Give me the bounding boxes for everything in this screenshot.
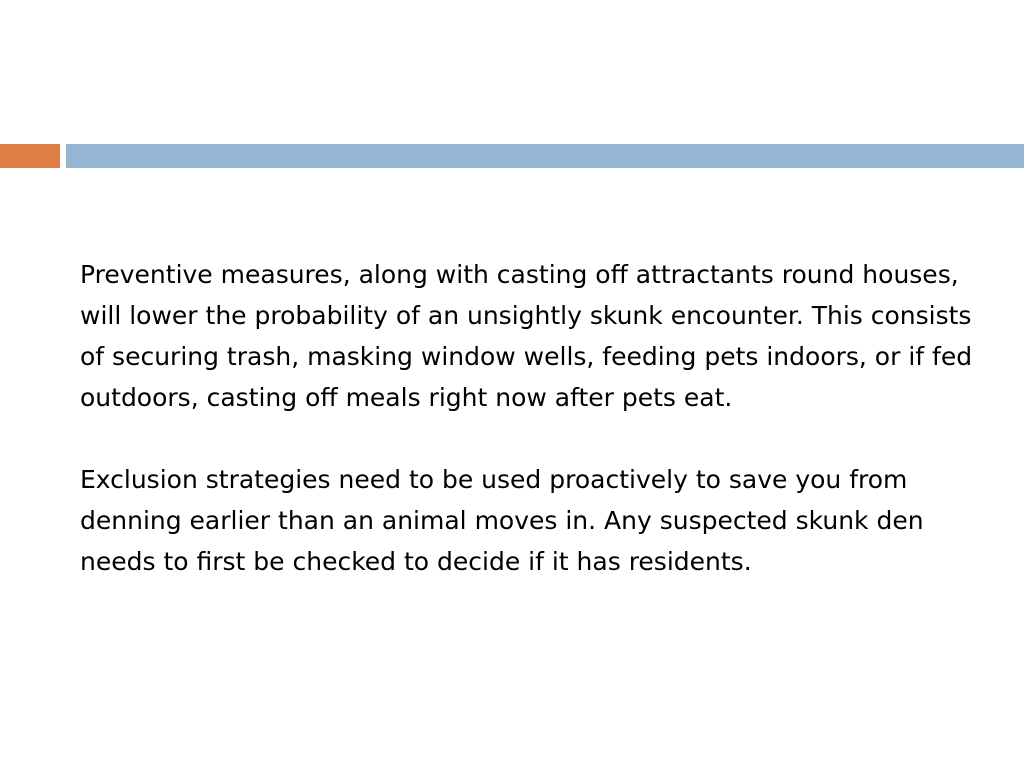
body-paragraph-preventive: Preventive measures, along with casting off attractants round houses, will lower the probability of an unsightly skunk encounter. This consists of securing trash, masking window wells, feeding pets indoors, or if fed outdoors, casting off meals right now after pets eat. — [80, 260, 973, 412]
body-paragraph-exclusion: Exclusion strategies need to be used proactively to save you from denning earlier than an animal moves in. Any suspected skunk den needs to first be checked to decide if it has residents. — [80, 465, 924, 576]
accent-orange-block — [0, 144, 60, 168]
accent-blue-block — [66, 144, 1024, 168]
header-accent-bar — [0, 144, 1024, 168]
slide-body — [80, 254, 980, 582]
